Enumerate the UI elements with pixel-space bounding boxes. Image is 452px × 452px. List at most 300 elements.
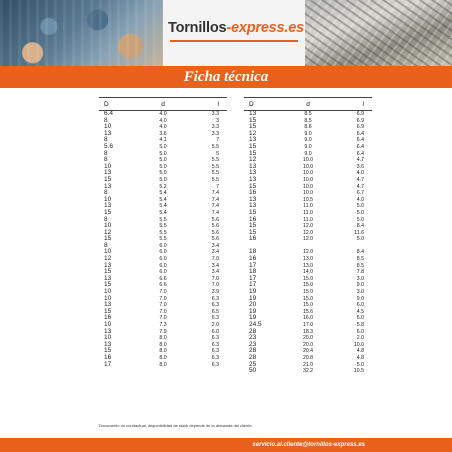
cell-d: 20.0	[302, 341, 314, 348]
cell-D: 10	[104, 162, 112, 170]
cell-d: 5.4	[159, 209, 167, 216]
cell-D: 15	[104, 307, 112, 315]
cell-d: 8.0	[159, 341, 167, 348]
cell-l: 6.3	[211, 315, 219, 322]
table-row	[99, 243, 227, 250]
table-row	[99, 329, 227, 336]
cell-l: 6.0	[356, 315, 364, 322]
cell-d: 6.6	[159, 275, 167, 282]
cell-D: 15	[249, 228, 257, 236]
cell-d: 5.0	[159, 176, 167, 183]
cell-l: 10.5	[353, 368, 364, 375]
table-row	[99, 144, 227, 151]
table-row	[99, 177, 227, 184]
cell-l: 3.4	[211, 242, 219, 249]
cell-l: 5.5	[211, 163, 219, 170]
cell-D: 13	[104, 169, 112, 177]
table-row	[244, 203, 372, 210]
cell-D: 13	[104, 274, 112, 282]
cell-D: 8	[104, 116, 108, 124]
cell-D: 13	[249, 110, 257, 117]
cell-d: 11.0	[303, 216, 313, 223]
cell-D: 8	[104, 189, 108, 197]
cell-d: 5.0	[159, 163, 167, 170]
cell-d: 12.0	[302, 223, 314, 230]
table-row	[244, 355, 372, 362]
cell-D: 28	[249, 353, 257, 361]
cell-D: 16	[249, 255, 257, 263]
table-row	[244, 368, 372, 375]
cell-d: 15.0	[302, 275, 314, 282]
cell-l: 6.5	[211, 308, 219, 315]
table-row	[99, 197, 227, 204]
table-row	[99, 230, 227, 237]
table-row	[99, 335, 227, 342]
cell-D: 8	[104, 156, 108, 164]
cell-l: 8.4	[356, 249, 364, 256]
cell-D: 10	[104, 123, 112, 131]
cell-D: 12	[249, 129, 257, 137]
cell-l: 7.4	[211, 203, 219, 210]
header-photo-tools	[0, 0, 163, 66]
cell-d: 7.0	[159, 302, 167, 309]
spec-table-right	[244, 97, 372, 375]
cell-l: 4.7	[356, 157, 364, 164]
cell-d: 20.8	[302, 354, 314, 361]
cell-d: 15.6	[302, 308, 314, 315]
table-row	[99, 151, 227, 158]
cell-d: 21.0	[302, 361, 314, 368]
cell-l: 3.4	[211, 269, 219, 276]
cell-l: 6.4	[356, 150, 364, 157]
cell-d: 15.0	[302, 295, 314, 302]
table-row	[244, 348, 372, 355]
cell-l: 11.6	[354, 229, 364, 236]
cell-d: 10.0	[302, 157, 314, 164]
table-row	[244, 263, 372, 270]
cell-D: 24.5	[249, 321, 262, 328]
cell-l: 6.9	[356, 124, 364, 131]
table-body	[244, 111, 372, 375]
cell-d: 4.0	[159, 117, 167, 124]
cell-D: 10	[104, 288, 112, 296]
cell-D: 12	[249, 156, 257, 164]
cell-d: 4.0	[159, 124, 167, 131]
table-row	[244, 322, 372, 329]
cell-D: 13	[249, 169, 257, 177]
disclaimer-text: Documento no contractual, disponibilidad de stock depende de la demanda del cliente.	[99, 423, 253, 428]
cell-D: 17	[249, 281, 257, 289]
table-row	[244, 118, 372, 125]
cell-d: 5.5	[159, 229, 167, 236]
cell-D: 50	[249, 367, 257, 375]
cell-D: 19	[249, 314, 257, 322]
cell-d: 8.5	[304, 111, 312, 117]
cell-l: 3.4	[211, 262, 219, 269]
table-row	[244, 249, 372, 256]
table-row	[99, 236, 227, 243]
cell-l: 3.6	[356, 163, 364, 170]
table-header	[244, 97, 372, 111]
table-row	[99, 118, 227, 125]
cell-l: 6.4	[356, 143, 364, 150]
cell-D: 8	[104, 136, 108, 144]
table-row	[244, 329, 372, 336]
cell-l: 6.3	[211, 341, 219, 348]
cell-d: 5.0	[159, 150, 167, 157]
table-row	[99, 124, 227, 131]
cell-l: 4.7	[356, 183, 364, 190]
cell-l: 3.9	[211, 289, 219, 296]
cell-D: 13	[249, 136, 257, 144]
cell-l: 5.0	[356, 209, 364, 216]
cell-d: 9.0	[304, 130, 312, 137]
cell-d: 7.0	[159, 295, 167, 302]
cell-D: 10	[104, 248, 112, 256]
cell-d: 5.2	[159, 183, 167, 190]
table-row	[244, 210, 372, 217]
cell-d: 10.5	[302, 196, 314, 203]
header	[0, 0, 452, 66]
cell-D: 15	[249, 142, 257, 150]
cell-d: 15.0	[302, 282, 314, 289]
cell-l: 6.9	[356, 111, 364, 117]
cell-D: 25	[249, 360, 257, 368]
cell-D: 13	[249, 162, 257, 170]
footer-email-link[interactable]: servicio.al.cliente@tornillos-express.es	[252, 442, 365, 448]
cell-l: 5.6	[211, 223, 219, 230]
cell-D: 18	[249, 268, 257, 276]
cell-l: 6.0	[211, 328, 219, 335]
cell-l: 5.0	[356, 236, 364, 243]
cell-d: 6.6	[159, 282, 167, 289]
table-row	[99, 210, 227, 217]
table-row	[99, 137, 227, 144]
cell-D: 19	[249, 294, 257, 302]
table-row	[99, 217, 227, 224]
column-header-l: l	[217, 100, 219, 108]
cell-l: 5.5	[211, 176, 219, 183]
table-row	[99, 164, 227, 171]
table-row	[99, 296, 227, 303]
cell-D: 13	[104, 129, 112, 137]
table-row	[244, 184, 372, 191]
cell-d: 6.0	[159, 242, 167, 249]
cell-D: 10	[104, 294, 112, 302]
cell-d: 8.0	[159, 354, 167, 361]
cell-l: 6.3	[211, 302, 219, 309]
table-row	[244, 170, 372, 177]
table-row	[244, 302, 372, 309]
logo-brand-text: Tornillos	[168, 20, 227, 36]
cell-D: 15	[104, 347, 112, 355]
cell-l: 6.0	[356, 328, 364, 335]
table-row	[244, 315, 372, 322]
cell-d: 5.5	[159, 223, 167, 230]
column-header-d: d	[161, 100, 165, 108]
table-row	[99, 289, 227, 296]
cell-l: 5.5	[211, 143, 219, 150]
cell-l: 5.6	[211, 236, 219, 243]
cell-l: 7.4	[211, 209, 219, 216]
column-header-d: d	[306, 100, 310, 108]
column-header-D: D	[249, 100, 254, 108]
cell-d: 15.0	[302, 302, 314, 309]
cell-d: 10.0	[302, 176, 314, 183]
table-row	[244, 111, 372, 118]
cell-l: 2.0	[211, 322, 219, 328]
cell-d: 12.0	[302, 249, 314, 256]
cell-d: 18.3	[302, 328, 314, 335]
table-row	[244, 309, 372, 316]
cell-D: 17	[104, 360, 112, 368]
table-row	[244, 197, 372, 204]
column-header-D: D	[104, 100, 109, 108]
cell-l: 4.8	[356, 354, 364, 361]
cell-D: 15	[104, 235, 112, 243]
table-row	[244, 335, 372, 342]
cell-l: 7.0	[211, 256, 219, 263]
cell-l: 6.3	[211, 335, 219, 342]
cell-d: 11.0	[303, 209, 313, 216]
cell-l: 6.3	[211, 348, 219, 355]
cell-D: 15	[249, 208, 257, 216]
cell-D: 13	[249, 175, 257, 183]
table-row	[244, 177, 372, 184]
cell-l: 7.4	[211, 190, 219, 197]
cell-D: 13	[249, 202, 257, 210]
cell-D: 10	[104, 334, 112, 342]
cell-l: 6.3	[211, 354, 219, 361]
cell-D: 23	[249, 334, 257, 342]
cell-l: 8.5	[356, 256, 364, 263]
table-row	[244, 223, 372, 230]
table-row	[244, 276, 372, 283]
cell-d: 20.0	[302, 335, 314, 342]
cell-d: 6.0	[159, 262, 167, 269]
cell-l: 4.8	[356, 348, 364, 355]
cell-d: 10.0	[302, 163, 314, 170]
cell-d: 8.0	[159, 348, 167, 355]
cell-l: 3.3	[211, 111, 219, 117]
cell-d: 13.0	[302, 256, 314, 263]
cell-l: 3.3	[211, 124, 219, 131]
cell-D: 28	[249, 327, 257, 335]
table-row	[244, 269, 372, 276]
cell-d: 5.5	[159, 236, 167, 243]
table-row	[99, 249, 227, 256]
cell-D: 13	[104, 301, 112, 309]
cell-l: 9.0	[356, 295, 364, 302]
logo-accent-text: -express.es	[226, 20, 304, 36]
cell-D: 15	[249, 123, 257, 131]
cell-d: 7.0	[159, 289, 167, 296]
table-row	[244, 151, 372, 158]
cell-l: 3.3	[211, 130, 219, 137]
table-row	[244, 190, 372, 197]
cell-d: 7.0	[159, 308, 167, 315]
cell-l: 6.3	[211, 361, 219, 368]
table-row	[99, 276, 227, 283]
cell-D: 17	[249, 261, 257, 269]
cell-d: 6.0	[159, 256, 167, 263]
table-row	[99, 348, 227, 355]
cell-D: 18	[249, 248, 257, 256]
cell-D: 16	[104, 353, 112, 361]
cell-D: 13	[249, 195, 257, 203]
table-row	[99, 203, 227, 210]
cell-l: 8.4	[356, 223, 364, 230]
table-row	[99, 342, 227, 349]
cell-D: 13	[104, 202, 112, 210]
table-row	[244, 131, 372, 138]
title-bar	[0, 66, 452, 88]
column-header-l: l	[362, 100, 364, 108]
cell-D: 28	[249, 347, 257, 355]
cell-l: 7.0	[211, 275, 219, 282]
cell-d: 5.0	[159, 157, 167, 164]
cell-d: 5.0	[159, 170, 167, 177]
cell-d: 10.0	[302, 170, 314, 177]
table-row	[99, 157, 227, 164]
table-row	[99, 302, 227, 309]
cell-D: 15	[249, 116, 257, 124]
cell-D: 13	[104, 182, 112, 190]
cell-d: 4.1	[159, 137, 167, 144]
cell-l: 5.6	[211, 229, 219, 236]
table-row	[244, 157, 372, 164]
cell-l: 3.4	[211, 249, 219, 256]
table-row	[99, 362, 227, 369]
cell-d: 5.4	[159, 203, 167, 210]
cell-l: 7.8	[356, 269, 364, 276]
cell-d: 10.0	[302, 183, 314, 190]
table-row	[99, 355, 227, 362]
cell-D: 20	[249, 301, 257, 309]
table-row	[244, 342, 372, 349]
cell-d: 7.3	[159, 322, 167, 328]
footer-bar	[0, 438, 452, 452]
cell-l: 6.3	[211, 295, 219, 302]
cell-l: 6.7	[356, 190, 364, 197]
cell-d: 13.0	[302, 262, 314, 269]
spec-table-left	[99, 97, 227, 368]
cell-d: 4.0	[159, 111, 167, 117]
cell-D: 15	[249, 149, 257, 157]
cell-d: 8.6	[304, 124, 312, 131]
page-title: Ficha técnica	[183, 69, 269, 85]
cell-D: 13	[104, 261, 112, 269]
cell-d: 20.4	[302, 348, 314, 355]
cell-D: 17	[249, 274, 257, 282]
logo	[168, 20, 302, 36]
cell-l: 3	[216, 117, 219, 124]
cell-d: 12.0	[302, 236, 314, 243]
cell-l: 6.0	[356, 302, 364, 309]
cell-D: 15	[104, 281, 112, 289]
cell-l: 6.4	[356, 137, 364, 144]
cell-D: 12	[104, 228, 112, 236]
cell-d: 14.0	[302, 269, 314, 276]
table-row	[244, 282, 372, 289]
cell-d: 10.0	[302, 190, 314, 197]
cell-l: 3.0	[356, 289, 364, 296]
cell-d: 11.0	[303, 203, 313, 210]
cell-d: 8.0	[159, 361, 167, 368]
cell-D: 10	[104, 222, 112, 230]
cell-l: 5.5	[211, 170, 219, 177]
cell-l: 3.0	[356, 275, 364, 282]
cell-D: 15	[104, 208, 112, 216]
cell-D: 13	[104, 327, 112, 335]
table-row	[99, 309, 227, 316]
cell-d: 32.2	[302, 368, 314, 375]
table-row	[99, 170, 227, 177]
cell-D: 15	[249, 222, 257, 230]
cell-l: 6.9	[356, 117, 364, 124]
table-row	[99, 322, 227, 329]
cell-d: 12.0	[302, 229, 314, 236]
cell-D: 13	[104, 340, 112, 348]
cell-l: 7	[216, 183, 219, 190]
table-row	[99, 190, 227, 197]
table-row	[244, 256, 372, 263]
cell-d: 16.0	[302, 315, 314, 322]
cell-d: 8.0	[159, 335, 167, 342]
cell-d: 5.4	[159, 196, 167, 203]
cell-D: 8	[104, 149, 108, 157]
cell-d: 5.5	[159, 216, 167, 223]
cell-D: 15	[249, 182, 257, 190]
cell-l: 10.0	[353, 341, 364, 348]
cell-d: 9.0	[304, 150, 312, 157]
table-row	[99, 184, 227, 191]
cell-D: 10	[104, 195, 112, 203]
cell-l: 5.0	[356, 203, 364, 210]
cell-D: 16	[249, 215, 257, 223]
cell-d: 6.0	[159, 269, 167, 276]
table-row	[99, 256, 227, 263]
cell-l: 6.4	[356, 130, 364, 137]
cell-d: 7.0	[159, 315, 167, 322]
table-row	[244, 230, 372, 237]
logo-underline	[170, 40, 298, 42]
cell-D: 16	[249, 189, 257, 197]
table-body	[99, 111, 227, 368]
cell-D: 6.4	[104, 110, 114, 117]
cell-d: 15.0	[302, 289, 314, 296]
cell-d: 7.9	[159, 328, 167, 335]
cell-d: 5.0	[159, 143, 167, 150]
cell-l: 4.7	[356, 176, 364, 183]
table-row	[244, 124, 372, 131]
cell-l: 5.0	[356, 216, 364, 223]
cell-D: 8	[104, 215, 108, 223]
table-row	[244, 137, 372, 144]
table-row	[244, 217, 372, 224]
cell-D: 12	[104, 255, 112, 263]
cell-l: 4.0	[356, 170, 364, 177]
cell-d: 5.4	[159, 190, 167, 197]
cell-l: 4.0	[356, 196, 364, 203]
cell-l: 5.0	[356, 361, 364, 368]
table-header	[99, 97, 227, 111]
cell-l: 4.5	[356, 308, 364, 315]
cell-d: 17.0	[302, 322, 314, 328]
table-row	[244, 236, 372, 243]
table-row	[244, 164, 372, 171]
table-row	[244, 144, 372, 151]
